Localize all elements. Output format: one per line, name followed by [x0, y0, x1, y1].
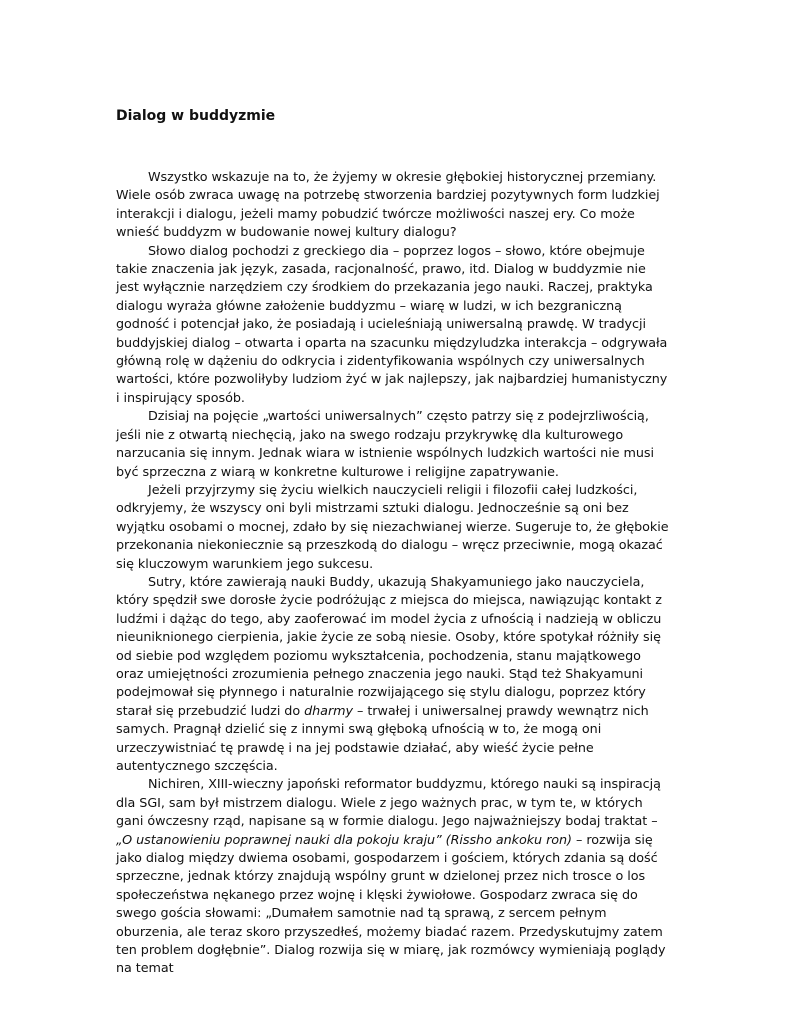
paragraph-shakyamuni — [116, 574, 672, 776]
document-title: Dialog w buddyzmie — [116, 108, 276, 124]
paragraph-text: Sutry, które zawierają nauki Buddy, ukazują Shakyamuniego jako nauczyciela, który spędził swe dorosłe życie podróżując z miejsca do miejsca, nawiązując kontakt z ludźmi i dążąc do tego, aby zaoferować im model życia z ufnością i nadzieją w obliczu nieuniknionego cierpienia, jakie życie ze sobą niesie. Osoby, które spotykał różniły się od siebie pod względem poziomu wykształcenia, pochodzenia, stanu majątkowego oraz umiejętności zrozumienia pełnego znaczenia jego nauki. Stąd też Shakyamuni podejmował się płynnego i naturalnie rozwijającego się stylu dialogu, poprzez który starał się przebudzić ludzi do — [116, 574, 662, 719]
paragraph-text: – trwałej i uniwersalnej prawdy wewnątrz nich samych. Pragnął dzielić się z innymi swą głęboką ufnością w to, że mogą oni urzeczywistniać tę prawdę i na jej podstawie działać, aby wieść życie pełne autentycznego szczęścia. — [116, 703, 649, 774]
italic-treatise-title: „O ustanowieniu poprawnej nauki dla pokoju kraju” (Rissho ankoku ron) — [116, 832, 572, 848]
paragraph-text: Nichiren, XIII-wieczny japoński reformator buddyzmu, którego nauki są inspiracją dla SGI, sam był mistrzem dialogu. Wiele z jego ważnych prac, w tym te, w których gani ówczesny rząd, napisane są w formie dialogu. Jego najważniejszy bodaj traktat – — [116, 777, 661, 830]
paragraph-dialog-origin: Słowo dialog pochodzi z greckiego dia – poprzez logos – słowo, które obejmuje takie znaczenia jak język, zasada, racjonalność, prawo, itd. Dialog w buddyzmie nie jest wyłącznie narzędziem czy środkiem do przekazania jego nauki. Raczej, praktyka dialogu wyraża główne założenie buddyzmu – wiarę w ludzi, w ich bezgraniczną godność i potencjał jako, że posiadają i ucieleśniają uniwersalną prawdę. W tradycji buddyjskiej dialog – otwarta i oparta na szacunku międzyludzka interakcja – odgrywała główną rolę w dążeniu do odkrycia i zidentyfikowania wspólnych czy uniwersalnych wartości, które pozwoliłyby ludziom żyć w jak najlepszy, jak najbardziej humanistyczny i inspirujący sposób. — [116, 243, 668, 406]
paragraph-text: – rozwija się jako dialog między dwiema osobami, gospodarzem i gościem, których zdania są dość sprzeczne, jednak którzy znajdują wspólny grunt w dzielonej przez nich trosce o los społeczeństwa nękanego przez wojnę i klęski żywiołowe. Gospodarz zwraca się do swego gościa słowami: „Dumałem samotnie nad tą sprawą, z sercem pełnym oburzenia, ale teraz skoro przyszedłeś, możemy biadać razem. Przedyskutujmy zatem ten problem dogłębnie”. Dialog rozwija się w miarę, jak rozmówcy wymieniają poglądy na temat — [116, 832, 666, 977]
paragraph-intro: Wszystko wskazuje na to, że żyjemy w okresie głębokiej historycznej przemiany. Wiele osób zwraca uwagę na potrzebę stworzenia bardziej pozytywnych form ludzkiej interakcji i dialogu, jeżeli mamy pobudzić twórcze możliwości naszej ery. Co może wnieść buddyzm w budowanie nowej kultury dialogu? — [116, 170, 660, 241]
paragraph-universal-values: Dzisiaj na pojęcie „wartości uniwersalnych” często patrzy się z podejrzliwością, jeśli nie z otwartą niechęcią, jako na swego rodzaju przykrywkę dla kulturowego narzucania się innym. Jednak wiara w istnienie wspólnych ludzkich wartości nie musi być sprzeczna z wiarą w konkretne kulturowe i religijne zapatrywanie. — [116, 409, 654, 480]
document-page — [116, 104, 672, 979]
document-body — [116, 169, 672, 979]
italic-term: dharmy — [304, 703, 354, 719]
paragraph-great-teachers: Jeżeli przyjrzymy się życiu wielkich nauczycieli religii i filozofii całej ludzkości, odkryjemy, że wszyscy oni byli mistrzami sztuki dialogu. Jednocześnie są oni bez wyjątku osobami o mocnej, zdało by się niezachwianej wierze. Sugeruje to, że głębokie przekonania niekoniecznie są przeszkodą do dialogu – wręcz przeciwnie, mogą okazać się kluczowym warunkiem jego sukcesu. — [116, 482, 669, 572]
paragraph-nichiren — [116, 776, 672, 978]
